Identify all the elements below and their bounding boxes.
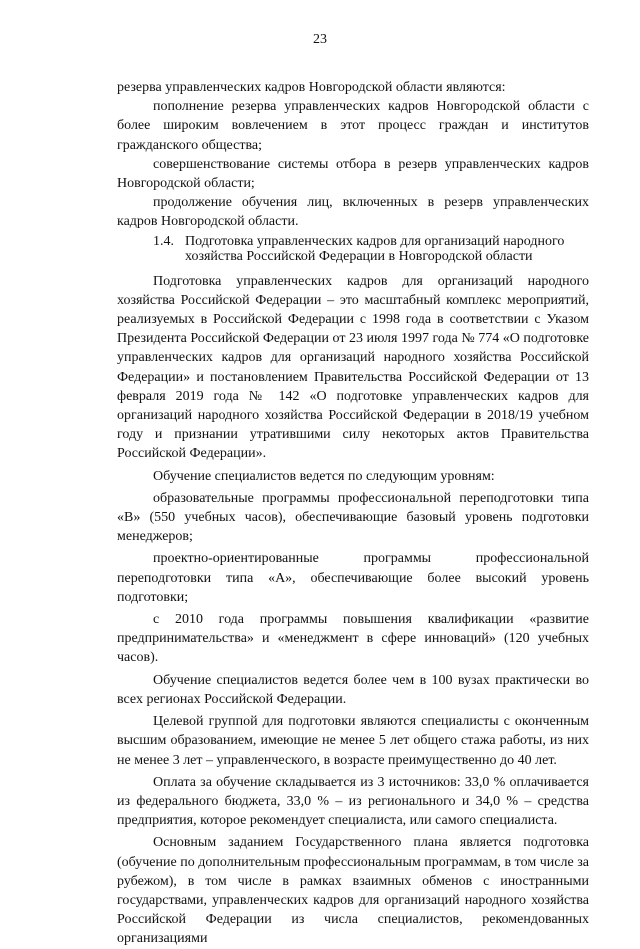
list-item: пополнение резерва управленческих кадров Новгородской области с более широким вовлечением в этот процесс граждан и институтов гражданского общества; bbox=[117, 99, 589, 153]
paragraph: Оплата за обучение складывается из 3 источников: 33,0 % оплачивается из федерального бюджета, 33,0 % – из регионального и 34,0 % – средства предприятия, которое рекомендует специалиста, или самого специалиста. bbox=[117, 774, 589, 829]
page-number: 23 bbox=[313, 32, 327, 47]
list-item: с 2010 года программы повышения квалификации «развитие предпринимательства» и «менеджмент в сфере инноваций» (120 учебных часов). bbox=[117, 612, 589, 666]
section-title: Подготовка управленческих кадров для организаций народного хозяйства Российской Федерации в Новгородской области bbox=[185, 233, 565, 264]
list-item: продолжение обучения лиц, включенных в резерв управленческих кадров Новгородской области. bbox=[117, 195, 589, 230]
section-heading bbox=[117, 234, 589, 264]
section-number: 1.4. bbox=[153, 233, 174, 249]
paragraph: Целевой группой для подготовки являются специалисты с оконченным высшим образованием, имеющие не менее 5 лет общего стажа работы, из них не менее 3 лет – управленческого, в возрасте преимущественно до 40 лет. bbox=[117, 714, 589, 768]
paragraph: Обучение специалистов ведется по следующим уровням: bbox=[153, 468, 495, 484]
page-content bbox=[117, 78, 589, 949]
paragraph: Обучение специалистов ведется более чем в 100 вузах практически во всех регионах Российской Федерации. bbox=[117, 672, 589, 707]
list-item: совершенствование системы отбора в резерв управленческих кадров Новгородской области; bbox=[117, 156, 589, 192]
list-item: образовательные программы профессиональной переподготовки типа «В» (550 учебных часов), обеспечивающие базовый уровень подготовки менеджеров; bbox=[117, 490, 589, 545]
paragraph: Подготовка управленческих кадров для организаций народного хозяйства Российской Федерации – это масштабный комплекс мероприятий, реализуемых в Российской Федерации с 1998 года в соответствии с Указом Президента Российской Федерации от 23 июля 1997 года № 774 «О подготовке управленческих кадров для организаций народного хозяйства Российской Федерации» и постановлением Правительства Российской Федерации от 13 февраля 2019 года № 142 «О подготовке управленческих кадров для организаций народного хозяйства Российской Федерации в 2018/19 учебном году и признании утратившими силу некоторых актов Правительства Российской Федерации». bbox=[117, 273, 589, 462]
paragraph: Основным заданием Государственного плана является подготовка (обучение по дополнительным профессиональным программам, в том числе за рубежом), в том числе в рамках взаимных обменов с иностранными государствами, управленческих кадров для организаций народного хозяйства Российской Федерации из числа специалистов, рекомендованных организациями bbox=[117, 835, 589, 947]
list-item: проектно-ориентированные программы профессиональной переподготовки типа «А», обеспечивающие более высокий уровень подготовки; bbox=[117, 551, 589, 605]
paragraph: резерва управленческих кадров Новгородской области являются: bbox=[117, 80, 506, 95]
